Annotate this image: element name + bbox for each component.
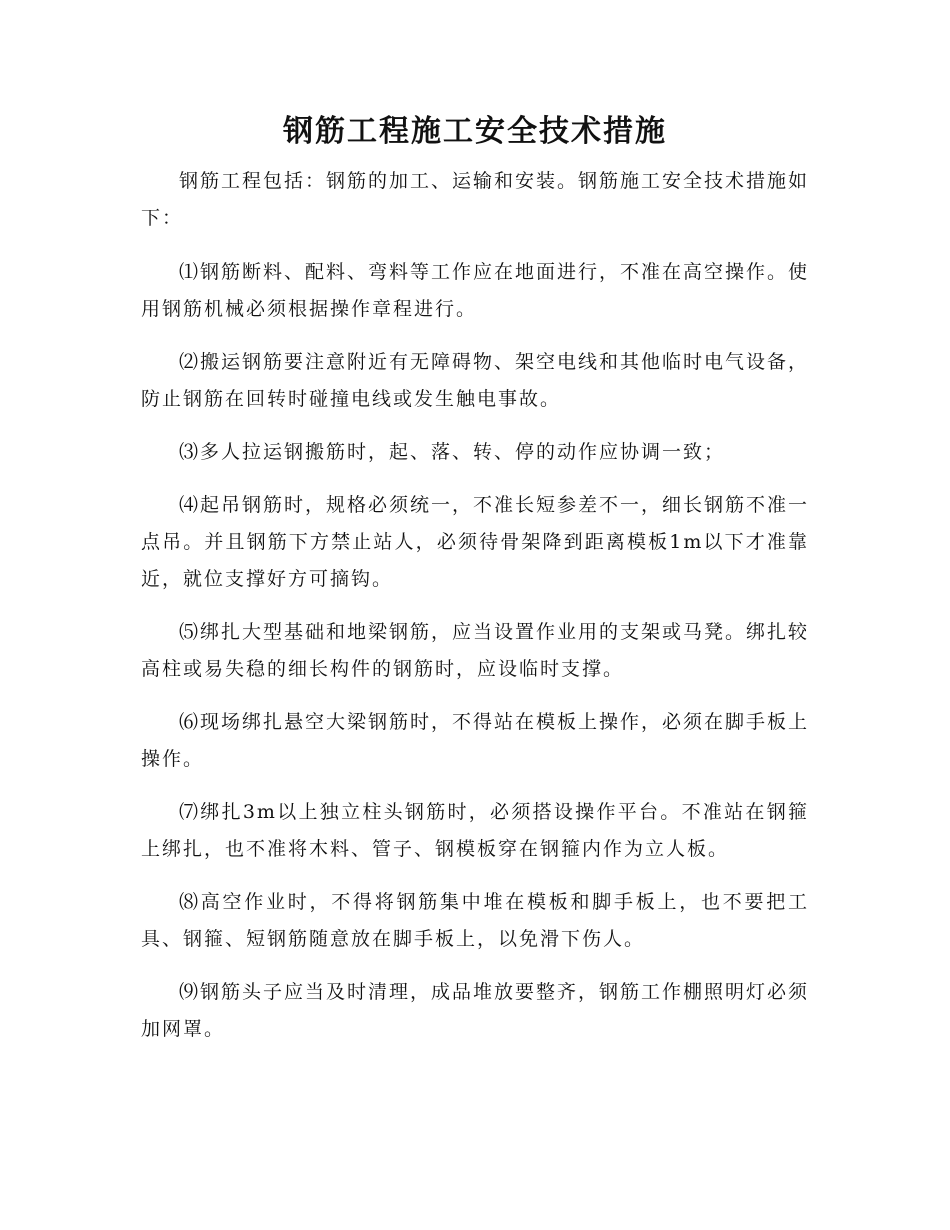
measure-item-6: ⑹现场绑扎悬空大梁钢筋时，不得站在模板上操作，必须在脚手板上操作。 [141, 711, 810, 770]
measure-item-3: ⑶多人拉运钢搬筋时，起、落、转、停的动作应协调一致； [179, 441, 726, 463]
measure-item-9: ⑼钢筋头子应当及时清理，成品堆放要整齐，钢筋工作棚照明灯必须加网罩。 [141, 981, 810, 1040]
measure-item-2: ⑵搬运钢筋要注意附近有无障碍物、架空电线和其他临时电气设备，防止钢筋在回转时碰撞电线或发生触电事故。 [141, 351, 810, 410]
measure-item-7: ⑺绑扎3m以上独立柱头钢筋时，必须搭设操作平台。不准站在钢箍上绑扎，也不准将木料、管子、钢模板穿在钢箍内作为立人板。 [141, 801, 809, 860]
measure-item-5: ⑸绑扎大型基础和地梁钢筋，应当设置作业用的支架或马凳。绑扎较高柱或易失稳的细长构件的钢筋时，应设临时支撑。 [141, 621, 810, 680]
measure-item-8: ⑻高空作业时，不得将钢筋集中堆在模板和脚手板上，也不要把工具、钢箍、短钢筋随意放在脚手板上，以免滑下伤人。 [141, 891, 809, 950]
document-title: 钢筋工程施工安全技术措施 [283, 114, 667, 149]
document-body [141, 163, 809, 1064]
intro-paragraph: 钢筋工程包括：钢筋的加工、运输和安装。钢筋施工安全技术措施如下： [141, 170, 810, 229]
measure-item-1: ⑴钢筋断料、配料、弯料等工作应在地面进行，不准在高空操作。使用钢筋机械必须根据操作章程进行。 [141, 261, 810, 320]
measure-item-4: ⑷起吊钢筋时，规格必须统一，不准长短参差不一，细长钢筋不准一点吊。并且钢筋下方禁止站人，必须待骨架降到距离模板1m以下才准靠近，就位支撑好方可摘钩。 [141, 494, 810, 590]
